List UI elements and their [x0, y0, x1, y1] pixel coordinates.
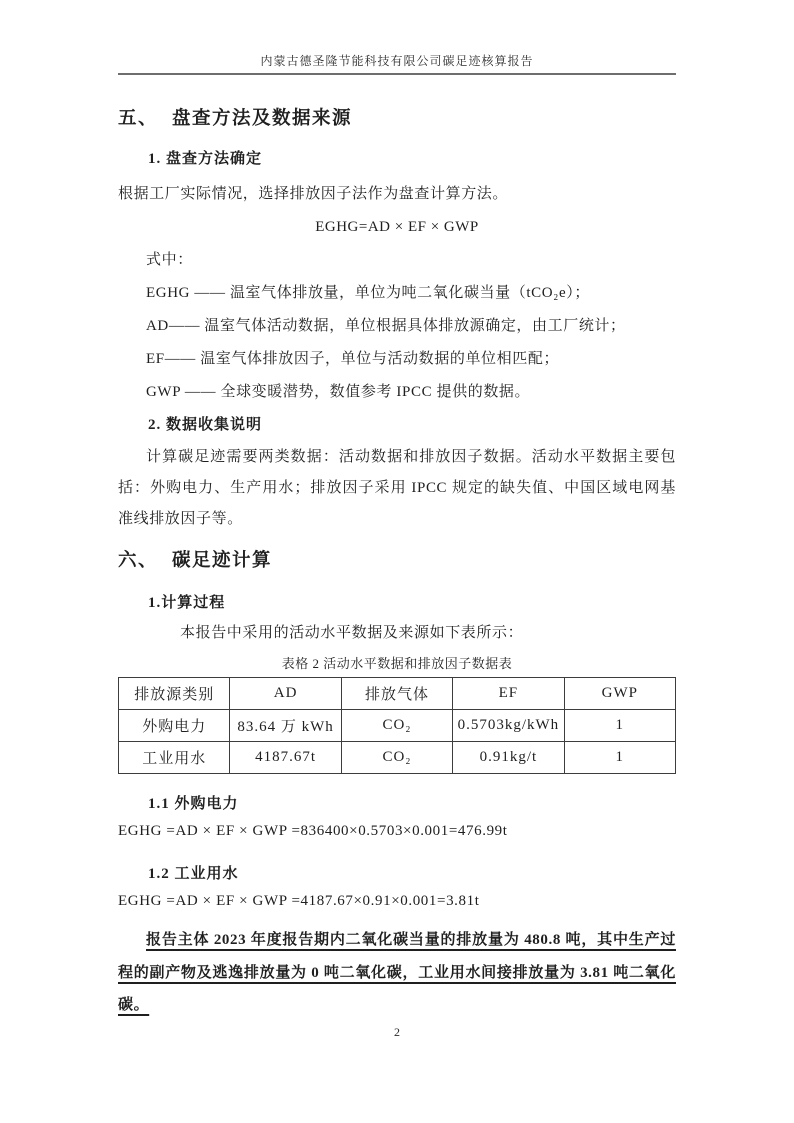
- page-footer: [0, 1023, 794, 1041]
- conclusion-paragraph: 报告主体 2023 年度报告期内二氧化碳当量的排放量为 480.8 吨，其中生产过程的副产物及逃逸排放量为 0 吨二氧化碳，工业用水间接排放量为 3.81 吨二氧化碳。: [118, 932, 676, 1013]
- table-header-ef: EF: [453, 678, 564, 710]
- table-header-gas: 排放气体: [341, 678, 452, 710]
- definition-ad: AD—— 温室气体活动数据，单位根据具体排放源确定，由工厂统计；: [146, 318, 626, 334]
- table-cell: 0.91kg/t: [453, 742, 564, 774]
- table-cell: 4187.67t: [230, 742, 341, 774]
- table-cell: 83.64 万 kWh: [230, 710, 341, 742]
- table-row-electricity: [119, 710, 676, 742]
- table-cell: 外购电力: [119, 710, 230, 742]
- header-title: 内蒙古德圣隆节能科技有限公司碳足迹核算报告: [260, 54, 534, 68]
- subsection-heading-water: 1.2 工业用水: [148, 866, 239, 882]
- formula-water: EGHG =AD × EF × GWP =4187.67×0.91×0.001=3.81t: [118, 893, 480, 909]
- table-header-source: 排放源类别: [119, 678, 230, 710]
- table-cell: 工业用水: [119, 742, 230, 774]
- section-6-number: 六、: [118, 551, 159, 571]
- section-6-title: 碳足迹计算: [172, 551, 273, 571]
- page-number: 2: [394, 1025, 400, 1039]
- definition-eghg: EGHG —— 温室气体排放量，单位为吨二氧化碳当量（tCO₂e）；: [146, 285, 590, 301]
- paragraph-method: 根据工厂实际情况，选择排放因子法作为盘查计算方法。: [118, 186, 509, 202]
- page-header: [118, 0, 676, 75]
- table-row-water: [119, 742, 676, 774]
- definition-gwp: GWP —— 全球变暖潜势，数值参考 IPCC 提供的数据。: [146, 384, 531, 400]
- subsection-heading-calc-process: 1.计算过程: [148, 595, 226, 611]
- table-cell: CO₂: [341, 742, 452, 774]
- subsection-heading-data-collection: 2. 数据收集说明: [148, 417, 263, 433]
- section-5-heading: [118, 107, 676, 131]
- paragraph-data-collection: 计算碳足迹需要两类数据：活动数据和排放因子数据。活动水平数据主要包括：外购电力、生产用水；排放因子采用 IPCC 规定的缺失值、中国区域电网基准线排放因子等。: [118, 449, 676, 527]
- table-header-ad: AD: [230, 678, 341, 710]
- paragraph-table-intro: 本报告中采用的活动水平数据及来源如下表所示：: [180, 625, 524, 641]
- table-caption: 表格 2 活动水平数据和排放因子数据表: [281, 656, 513, 671]
- section-5-title: 盘查方法及数据来源: [172, 109, 353, 129]
- table-cell: 0.5703kg/kWh: [453, 710, 564, 742]
- table-cell: CO₂: [341, 710, 452, 742]
- paragraph-shizhong: 式中：: [146, 252, 193, 268]
- table-header-gwp: GWP: [564, 678, 675, 710]
- definition-ef: EF—— 温室气体排放因子，单位与活动数据的单位相匹配；: [146, 351, 560, 367]
- subsection-heading-electricity: 1.1 外购电力: [148, 796, 239, 812]
- section-6-heading: [118, 549, 676, 573]
- table-cell: 1: [564, 742, 675, 774]
- formula-electricity: EGHG =AD × EF × GWP =836400×0.5703×0.001=476.99t: [118, 823, 508, 839]
- subsection-heading-method: 1. 盘查方法确定: [148, 151, 263, 167]
- formula-main: EGHG=AD × EF × GWP: [315, 219, 479, 235]
- activity-data-table: [118, 677, 676, 774]
- section-5-number: 五、: [118, 109, 159, 129]
- table-header-row: [119, 678, 676, 710]
- table-cell: 1: [564, 710, 675, 742]
